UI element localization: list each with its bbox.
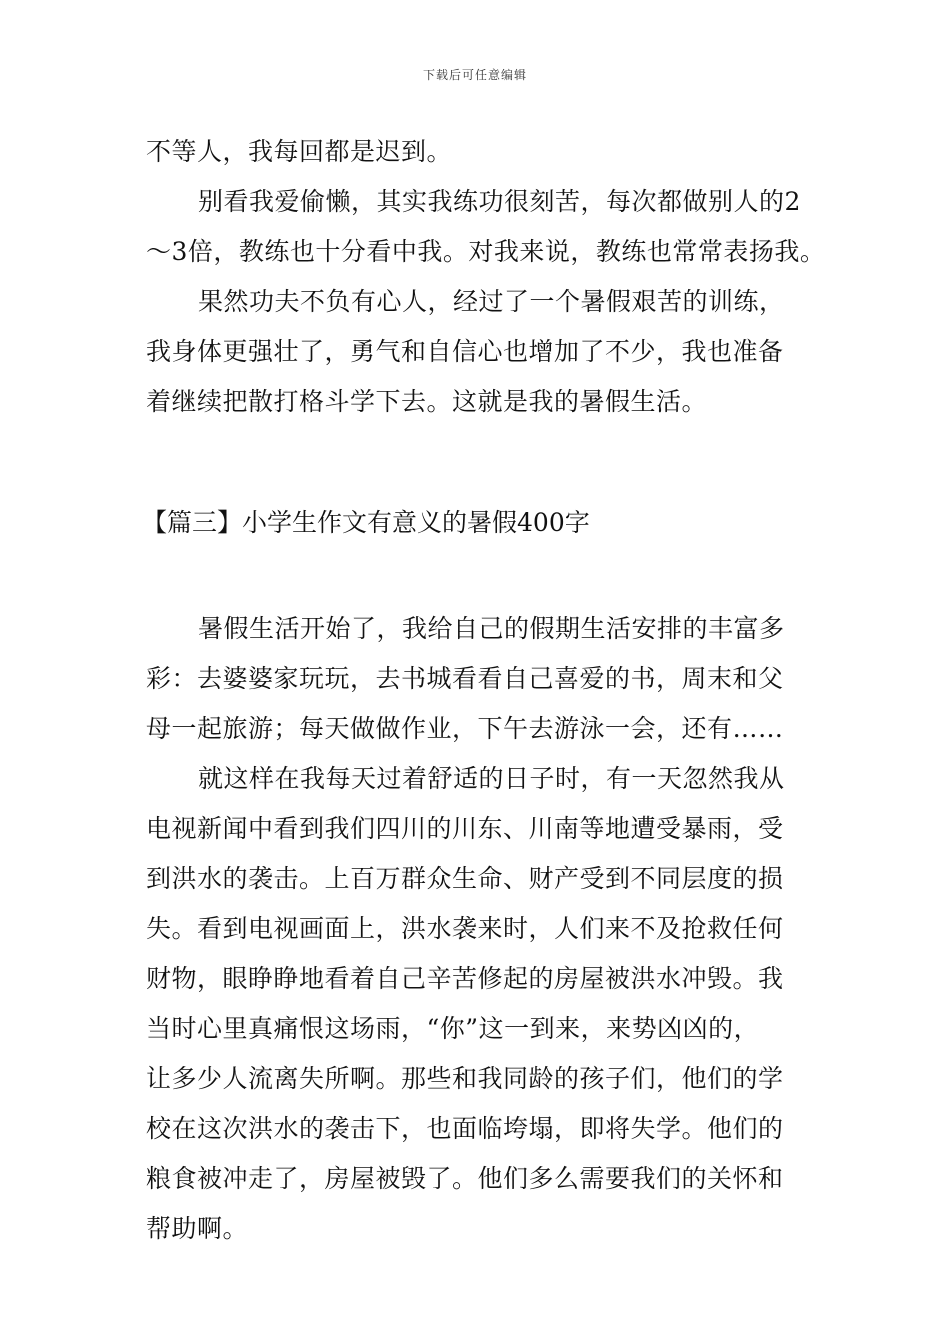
text-line: 别看我爱偷懒，其实我练功很刻苦，每次都做别人的2 [198,187,801,216]
text-line: 粮食被冲走了，房屋被毁了。他们多么需要我们的关怀和 [146,1164,784,1193]
text-line: 暑假生活开始了，我给自己的假期生活安排的丰富多 [198,614,785,643]
document-body [142,127,826,1254]
text-line: 着继续把散打格斗学下去。这就是我的暑假生活。 [146,387,708,416]
text-line: 果然功夫不负有心人，经过了一个暑假艰苦的训练， [198,287,785,316]
text-line: 不等人，我每回都是迟到。 [146,137,453,166]
text-line: 当时心里真痛恨这场雨，“你”这一到来，来势凶凶的， [146,1014,760,1043]
text-line: 失。看到电视画面上，洪水袭来时，人们来不及抢救任何 [146,914,784,943]
text-line: ～3倍，教练也十分看中我。对我来说，教练也常常表扬我。 [146,237,826,266]
text-line: 电视新闻中看到我们四川的川东、川南等地遭受暴雨，受 [146,814,784,843]
section-spacer [146,427,816,498]
text-line: 财物，眼睁睁地看着自己辛苦修起的房屋被洪水冲毁。我 [146,964,784,993]
text-line: 彩：去婆婆家玩玩，去书城看看自己喜爱的书，周末和父 [146,664,784,693]
text-line: 帮助啊。 [146,1214,249,1243]
section-heading: 【篇三】小学生作文有意义的暑假400字 [142,508,590,537]
section-spacer [146,548,816,604]
page-header: 下载后可任意编辑 [422,68,527,82]
text-line: 就这样在我每天过着舒适的日子时，有一天忽然我从 [198,764,785,793]
text-line: 校在这次洪水的袭击下，也面临垮塌，即将失学。他们的 [146,1114,784,1143]
text-line: 到洪水的袭击。上百万群众生命、财产受到不同层度的损 [146,864,784,893]
text-line: 让多少人流离失所啊。那些和我同龄的孩子们，他们的学 [146,1064,784,1093]
text-line: 母一起旅游；每天做做作业，下午去游泳一会，还有…… [146,714,784,743]
text-line: 我身体更强壮了，勇气和自信心也增加了不少，我也准备 [146,337,784,366]
